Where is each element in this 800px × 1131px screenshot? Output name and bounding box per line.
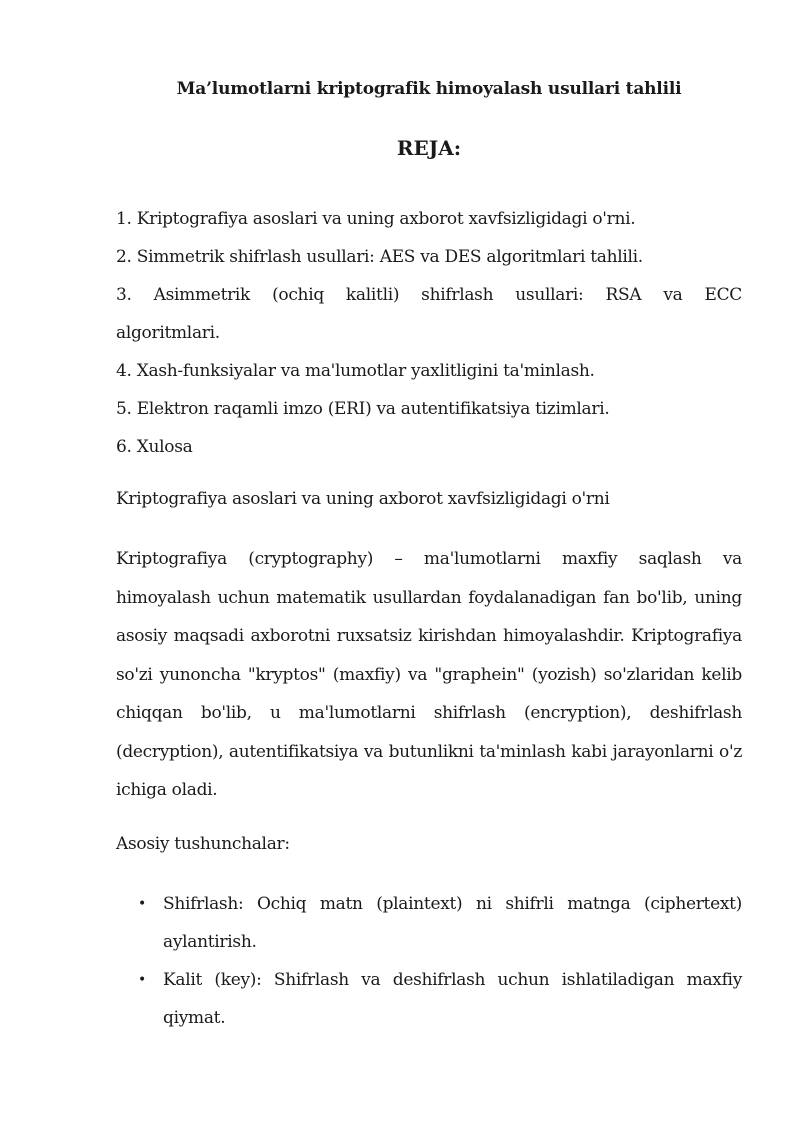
bullet-item-2: [116, 961, 742, 1037]
plan-heading: REJA:: [396, 136, 462, 160]
plan-item-6: 6. Xulosa: [116, 437, 193, 457]
plan-item-5: 5. Elektron raqamli imzo (ERI) va autentifikatsiya tizimlari.: [116, 399, 610, 419]
plan-list: [116, 200, 742, 466]
bullet-item-1: [116, 885, 742, 961]
plan-item-1: 1. Kriptografiya asoslari va uning axborot xavfsizligidagi o'rni.: [116, 209, 636, 229]
plan-item-4: 4. Xash-funksiyalar va ma'lumotlar yaxlitligini ta'minlash.: [116, 361, 595, 381]
plan-item-3-line-1: 3. Asimmetrik (ochiq kalitli) shifrlash usullari: RSA va ECC: [116, 285, 742, 305]
bullet-text-1: Shifrlash: Ochiq matn (plaintext) ni shifrli matnga (ciphertext) aylantirish.: [163, 894, 742, 952]
bullet-icon: •: [138, 972, 146, 988]
body-paragraph: Kriptografiya (cryptography) – ma'lumotlarni maxfiy saqlash va himoyalash uchun matematik usullardan foydalanadigan fan bo'lib, uning asosiy maqsadi axborotni ruxsatsiz kirishdan himoyalashdir. Kriptografiya so'zi yunoncha "kryptos" (maxfiy) va "graphein" (yozish) so'zlaridan kelib chiqqan bo'lib, u ma'lumotlarni shifrlash (encryption), deshifrlash (decryption), autentifikatsiya va butunlikni ta'minlash kabi jarayonlarni o'z ichiga oladi.: [116, 549, 742, 800]
bullet-list: [116, 885, 742, 1037]
section-heading: Kriptografiya asoslari va uning axborot xavfsizligidagi o'rni: [116, 489, 610, 509]
plan-item-3: [116, 276, 742, 352]
subheading: Asosiy tushunchalar:: [116, 834, 290, 854]
bullet-text-2: Kalit (key): Shifrlash va deshifrlash uchun ishlatiladigan maxfiy qiymat.: [163, 970, 742, 1028]
document-title: Ma’lumotlarni kriptografik himoyalash usullari tahlili: [176, 79, 682, 99]
plan-item-3-line-2: algoritmlari.: [116, 323, 220, 343]
bullet-icon: •: [138, 896, 146, 912]
plan-item-2: 2. Simmetrik shifrlash usullari: AES va DES algoritmlari tahlili.: [116, 247, 643, 267]
